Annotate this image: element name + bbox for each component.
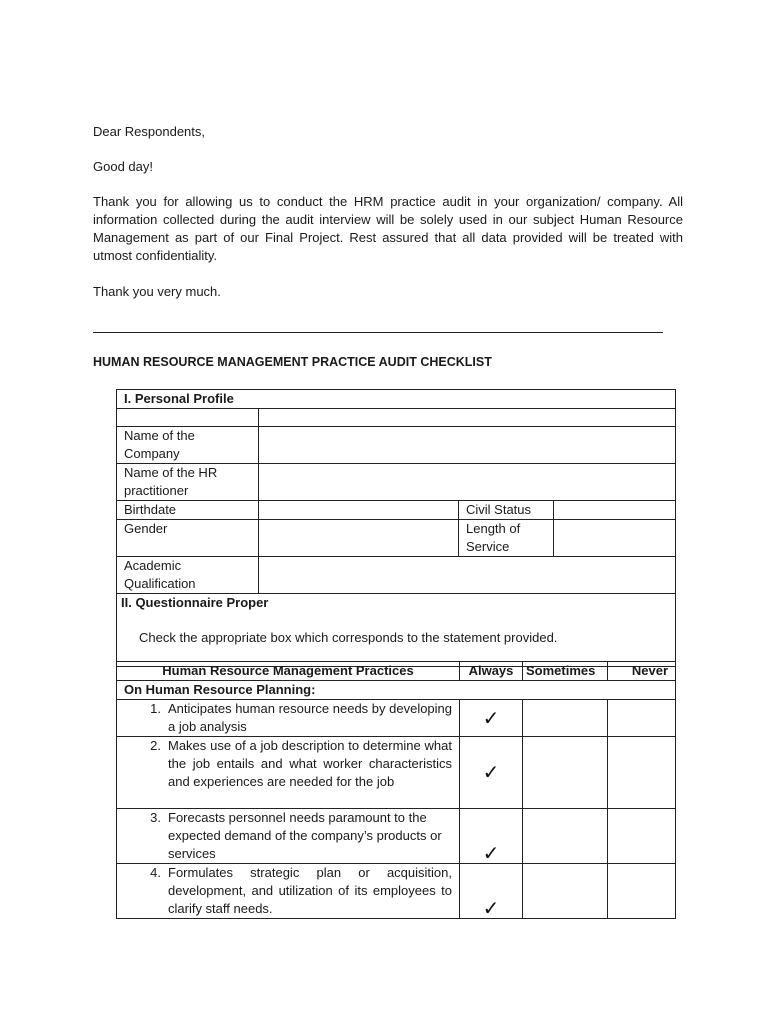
always-checkbox[interactable] [460,864,523,919]
sometimes-checkbox[interactable] [523,737,608,809]
practice-cell [117,809,460,864]
practice-cell [117,864,460,919]
hr-practitioner-label: Name of the HR practitioner [117,464,259,501]
letter-greeting: Good day! [93,159,153,174]
header-sometimes: Sometimes [523,662,608,681]
questionnaire-heading: II. Questionnaire Proper [121,595,269,610]
gender-label: Gender [117,520,259,557]
table-row [117,737,676,809]
questionnaire-instruction: Check the appropriate box which corresponds to the statement provided. [139,630,558,645]
check-mark-icon: ✓ [482,705,500,730]
header-always: Always [460,662,523,681]
sometimes-checkbox[interactable] [523,809,608,864]
never-checkbox[interactable] [608,700,676,737]
academic-qualification-label: Academic Qualification [117,557,259,594]
hrm-practices-table [116,661,676,919]
table-row [117,864,676,919]
check-mark-icon: ✓ [482,760,500,784]
letter-salutation: Dear Respondents, [93,124,206,139]
personal-profile-table [116,389,676,667]
company-name-field[interactable] [259,427,676,464]
header-practices: Human Resource Management Practices [117,662,460,681]
personal-profile-heading: I. Personal Profile [117,390,676,409]
table-row [117,700,676,737]
birthdate-label: Birthdate [117,501,259,520]
practice-number: 3. [150,810,161,825]
always-checkbox[interactable] [460,700,523,737]
never-checkbox[interactable] [608,737,676,809]
practice-number: 2. [150,738,161,753]
practice-cell [117,737,460,809]
academic-qualification-field[interactable] [259,557,676,594]
sometimes-checkbox[interactable] [523,700,608,737]
civil-status-field[interactable] [554,501,676,520]
divider-line [93,332,663,333]
sometimes-checkbox[interactable] [523,864,608,919]
practice-text: Anticipates human resource needs by developing a job analysis [168,701,453,734]
check-mark-icon: ✓ [482,896,500,920]
never-checkbox[interactable] [608,809,676,864]
practice-number: 1. [150,701,161,716]
practice-text: Formulates strategic plan or acquisition, development, and utilization of its employees to clarify staff needs. [168,865,452,916]
hr-practitioner-field[interactable] [259,464,676,501]
check-mark-icon: ✓ [482,841,500,865]
length-of-service-label: Length of Service [459,520,554,557]
practice-text: Forecasts personnel needs paramount to the expected demand of the company’s products or services [168,810,442,861]
civil-status-label: Civil Status [459,501,554,520]
always-checkbox[interactable] [460,809,523,864]
birthdate-field[interactable] [259,501,459,520]
length-of-service-field[interactable] [554,520,676,557]
letter-body: Thank you for allowing us to conduct the HRM practice audit in your organization/ company. All information collected during the audit interview will be solely used in our subject Human Resource Management as part of our Final Project. Rest assured that all data provided will be treated with utmost confidentiality. [93,194,683,263]
header-never: Never [608,662,676,681]
checklist-title: HUMAN RESOURCE MANAGEMENT PRACTICE AUDIT CHECKLIST [93,355,492,369]
blank-label-cell [117,409,259,427]
practice-number: 4. [150,865,161,880]
practice-text: Makes use of a job description to determine what the job entails and what worker characteristics and experiences are needed for the job [168,738,452,789]
practice-cell [117,700,460,737]
never-checkbox[interactable] [608,864,676,919]
letter-closing: Thank you very much. [93,284,221,299]
questionnaire-proper-cell [117,594,676,667]
table-row [117,809,676,864]
company-name-label: Name of the Company [117,427,259,464]
blank-value-cell[interactable] [259,409,676,427]
section-hr-planning: On Human Resource Planning: [117,681,676,700]
gender-field[interactable] [259,520,459,557]
always-checkbox[interactable] [460,737,523,809]
